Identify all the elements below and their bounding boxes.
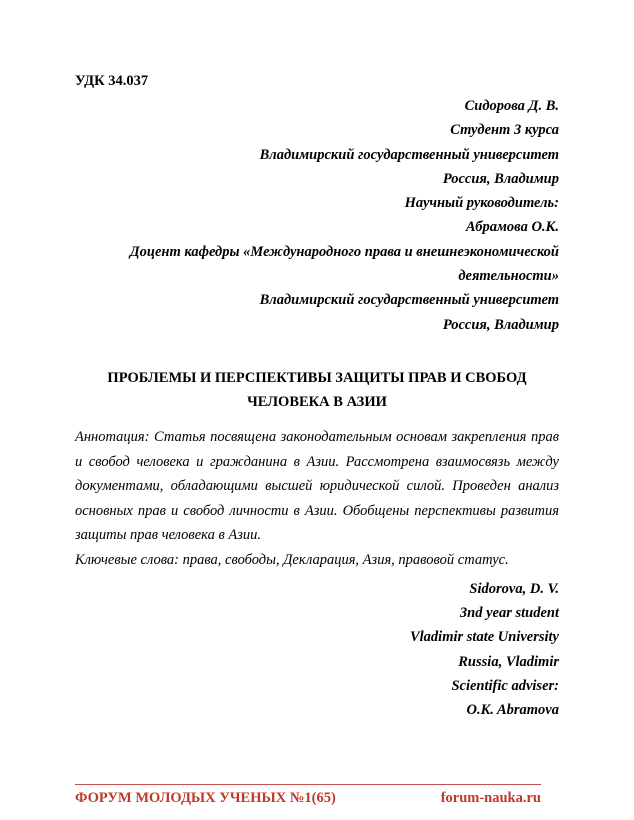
author-status-en: 3nd year student bbox=[459, 605, 559, 622]
author-block-ru bbox=[75, 94, 559, 337]
keywords: Ключевые слова: права, свободы, Декларация, Азия, правовой статус. bbox=[75, 552, 509, 568]
adviser-name: Абрамова О.К. bbox=[465, 219, 559, 236]
author-status: Студент 3 курса bbox=[450, 122, 559, 139]
article-title bbox=[75, 366, 559, 414]
footer-divider bbox=[75, 784, 541, 785]
author-block-en bbox=[75, 577, 559, 722]
author-location: Россия, Владимир bbox=[442, 170, 559, 187]
title-line-1: ПРОБЛЕМЫ И ПЕРСПЕКТИВЫ ЗАЩИТЫ ПРАВ И СВОБОД bbox=[107, 370, 527, 386]
adviser-label-en: Scientific adviser: bbox=[451, 677, 559, 694]
abstract: Аннотация: Статья посвящена законодательным основам закрепления прав и свобод человека и гражданина в Азии. Рассмотрена взаимосвязь между документами, обладающими высшей юридической силой. Проведен анализ основных прав и свобод личности в Азии. Обобщены перспективы развития защиты прав человека в Азии. bbox=[75, 429, 559, 544]
title-line-2: ЧЕЛОВЕКА В АЗИИ bbox=[247, 394, 387, 410]
author-university: Владимирский государственный университет bbox=[259, 146, 559, 163]
adviser-university: Владимирский государственный университет bbox=[259, 292, 559, 309]
page-footer bbox=[75, 790, 541, 810]
author-university-en: Vladimir state University bbox=[409, 629, 559, 646]
author-name-en: Sidorova, D. V. bbox=[469, 581, 559, 597]
adviser-label: Научный руководитель: bbox=[404, 195, 559, 212]
udk-code: УДК 34.037 bbox=[75, 73, 149, 89]
adviser-position-cont: деятельности» bbox=[458, 268, 559, 285]
journal-site-link[interactable]: forum-nauka.ru bbox=[440, 790, 541, 806]
author-name: Сидорова Д. В. bbox=[464, 98, 559, 114]
author-location-en: Russia, Vladimir bbox=[458, 653, 559, 670]
adviser-position: Доцент кафедры «Международного права и внешнеэкономической bbox=[129, 243, 559, 260]
adviser-name-en: O.K. Abramova bbox=[466, 702, 559, 719]
adviser-location: Россия, Владимир bbox=[442, 316, 559, 333]
journal-name: ФОРУМ МОЛОДЫХ УЧЕНЫХ №1(65) bbox=[75, 790, 336, 806]
